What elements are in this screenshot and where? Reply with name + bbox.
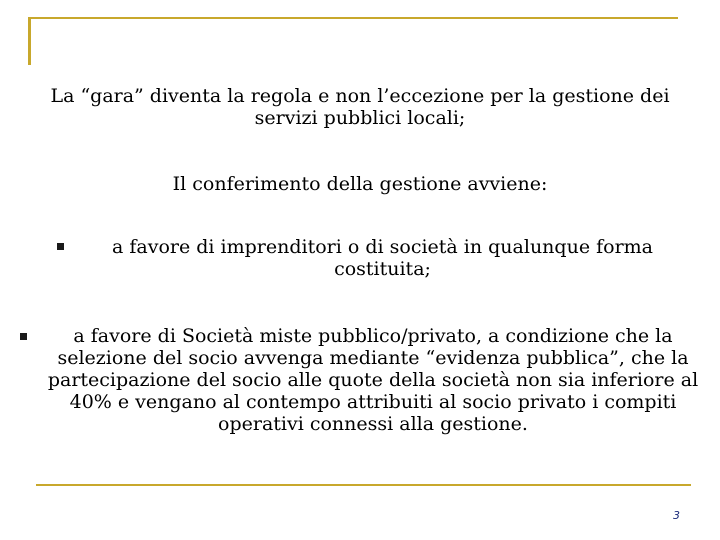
frame-left-rule xyxy=(28,17,31,65)
bullet-item-1: a favore di imprenditori o di società in qualunque forma costituita; xyxy=(112,236,653,280)
page-number: 3 xyxy=(673,509,680,522)
bullet-item-2: a favore di Società miste pubblico/privato, a condizione che la selezione del socio avvenga mediante “evidenza pubblica”, che la partecipazione del socio alle quote della società non sia inferiore al 40% e vengano al contempo attribuiti al socio privato i compiti operativi connessi alla gestione. xyxy=(47,325,699,435)
square-bullet-icon xyxy=(57,243,64,250)
intro-paragraph: La “gara” diventa la regola e non l’eccezione per la gestione dei servizi pubblici locali; xyxy=(50,85,670,129)
square-bullet-icon xyxy=(20,333,27,340)
frame-top-rule xyxy=(28,17,678,19)
frame-bottom-rule xyxy=(36,484,691,486)
lead-paragraph: Il conferimento della gestione avviene: xyxy=(172,173,548,195)
